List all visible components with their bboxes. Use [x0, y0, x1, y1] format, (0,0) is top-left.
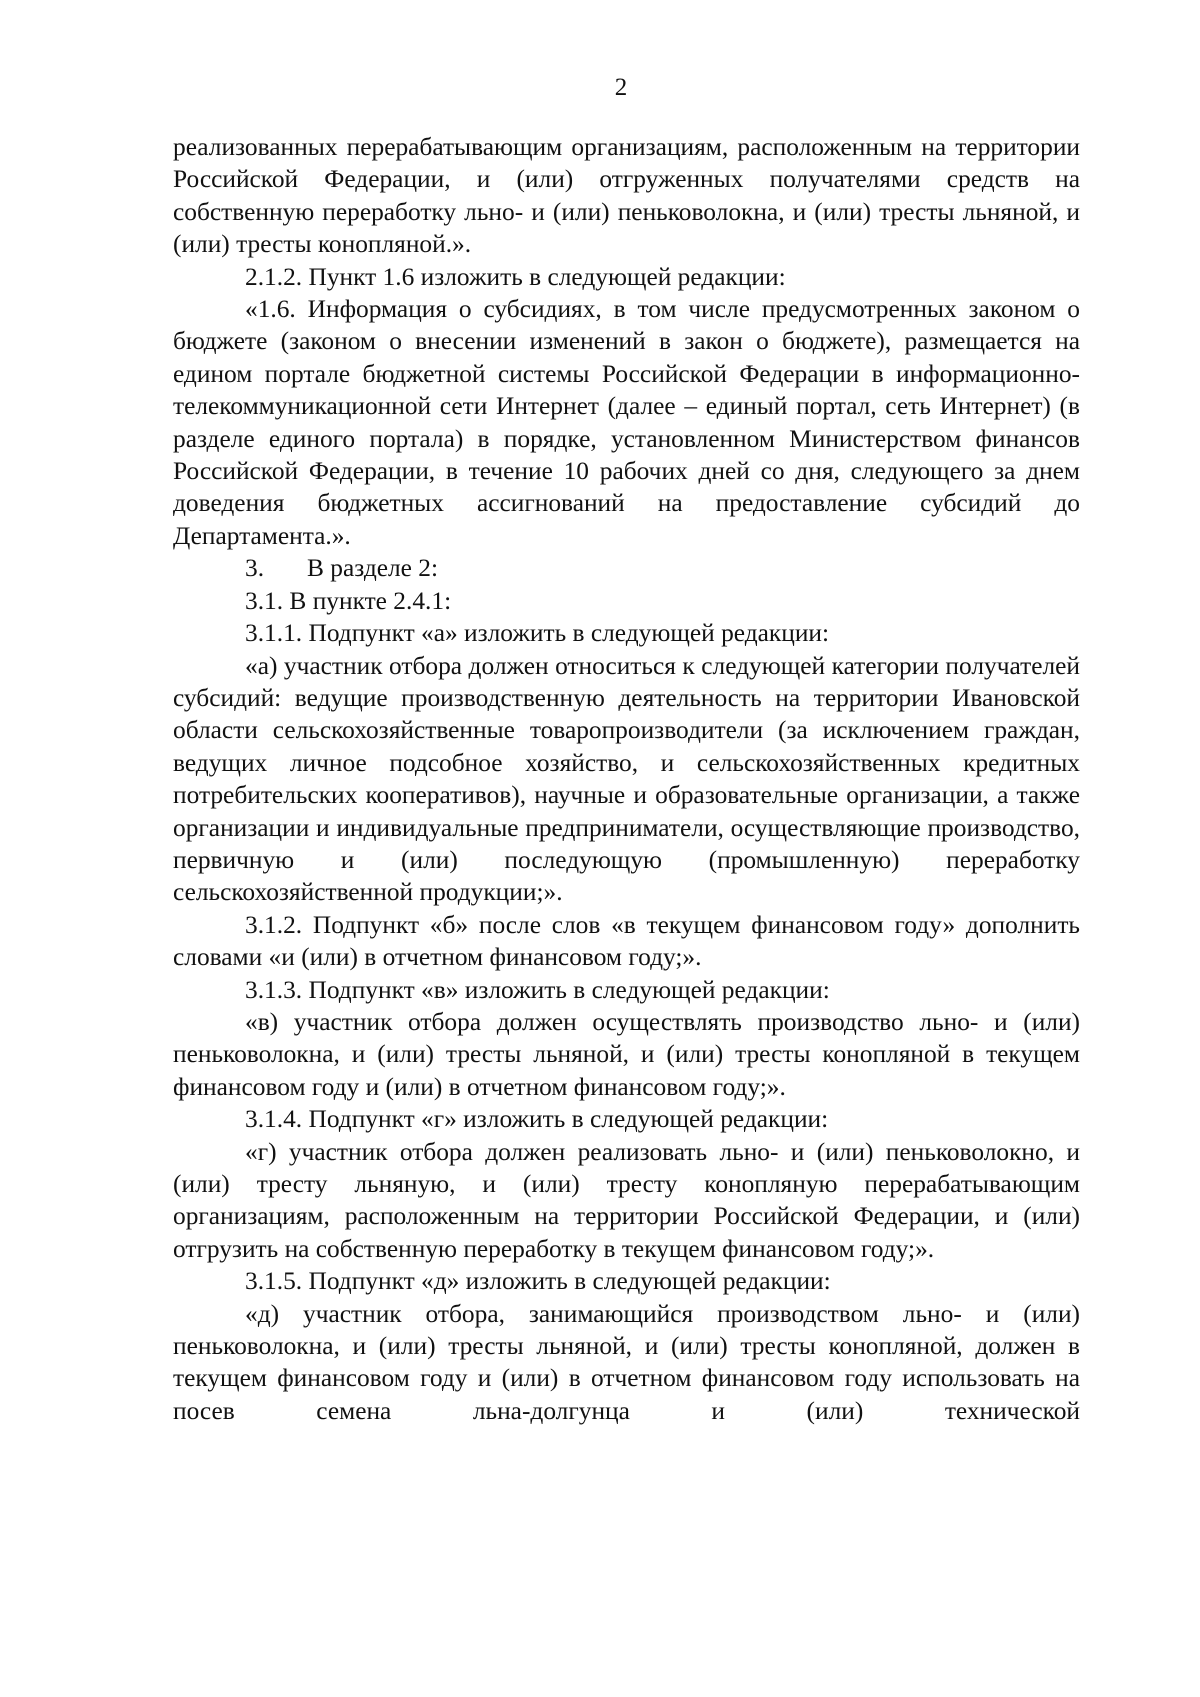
paragraph-3-1-2: 3.1.2. Подпункт «б» после слов «в текущем финансовом году» дополнить словами «и (или) в отчетном финансовом году;».	[173, 910, 1080, 972]
paragraph-subpoint-g: «г) участник отбора должен реализовать льно- и (или) пеньковолокно, и (или) тресту льняную, и (или) тресту конопляную перерабатывающим организациям, расположенным на территории Российской Федерации, и (или) отгрузить на собственную переработку в текущем финансовом году;».	[173, 1137, 1080, 1263]
paragraph-2-1-2-heading: 2.1.2. Пункт 1.6 изложить в следующей редакции:	[245, 262, 786, 291]
section-3-number: 3.	[245, 554, 265, 583]
section-3-heading	[173, 552, 1080, 584]
paragraph-1-6-text: «1.6. Информация о субсидиях, в том числе предусмотренных законом о бюджете (законом о внесении изменений в закон о бюджете), размещается на едином портале бюджетной системы Российской Федерации в информационно-телекоммуникационной сети Интернет (далее – единый портал, сеть Интернет) (в разделе единого портала) в порядке, установленном Министерством финансов Российской Федерации, в течение 10 рабочих дней со дня, следующего за днем доведения бюджетных ассигнований на предоставление субсидий до Департамента.».	[173, 295, 1080, 550]
paragraph-3-1-1-heading: 3.1.1. Подпункт «а» изложить в следующей редакции:	[245, 619, 830, 648]
page-number: 2	[614, 74, 628, 101]
paragraph-subpoint-a: «а) участник отбора должен относиться к следующей категории получателей субсидий: ведущие производственную деятельность на территории Ивановской области сельскохозяйственные товаропроизводители (за исключением граждан, ведущих личное подсобное хозяйство, и сельскохозяйственных кредитных потребительских кооперативов), научные и образовательные организации, а также организации и индивидуальные предприниматели, осуществляющие производство, первичную и (или) последующую (промышленную) переработку сельскохозяйственной продукции;».	[173, 651, 1080, 907]
section-3-title: В разделе 2:	[307, 554, 439, 583]
paragraph-subpoint-v: «в) участник отбора должен осуществлять производство льно- и (или) пеньковолокна, и (или) тресты льняной, и (или) тресты конопляной в текущем финансовом году и (или) в отчетном финансовом году;».	[173, 1007, 1080, 1101]
paragraph-3-1-5-heading: 3.1.5. Подпункт «д» изложить в следующей редакции:	[245, 1267, 831, 1296]
paragraph-subpoint-d: «д) участник отбора, занимающийся производством льно- и (или) пеньковолокна, и (или) тресты льняной, и (или) тресты конопляной, должен в текущем финансовом году и (или) в отчетном финансовом году использовать на посев семена льна-долгунца и (или) технической	[173, 1299, 1080, 1425]
paragraph-continuation: реализованных перерабатывающим организациям, расположенным на территории Российской Федерации, и (или) отгруженных получателями средств на собственную переработку льно- и (или) пеньковолокна, и (или) тресты льняной, и (или) тресты конопляной.».	[173, 133, 1080, 259]
paragraph-3-1-3-heading: 3.1.3. Подпункт «в» изложить в следующей редакции:	[245, 975, 830, 1004]
document-body	[173, 131, 1080, 1427]
paragraph-3-1-4-heading: 3.1.4. Подпункт «г» изложить в следующей редакции:	[245, 1105, 829, 1134]
paragraph-3-1-heading: 3.1. В пункте 2.4.1:	[245, 586, 452, 615]
